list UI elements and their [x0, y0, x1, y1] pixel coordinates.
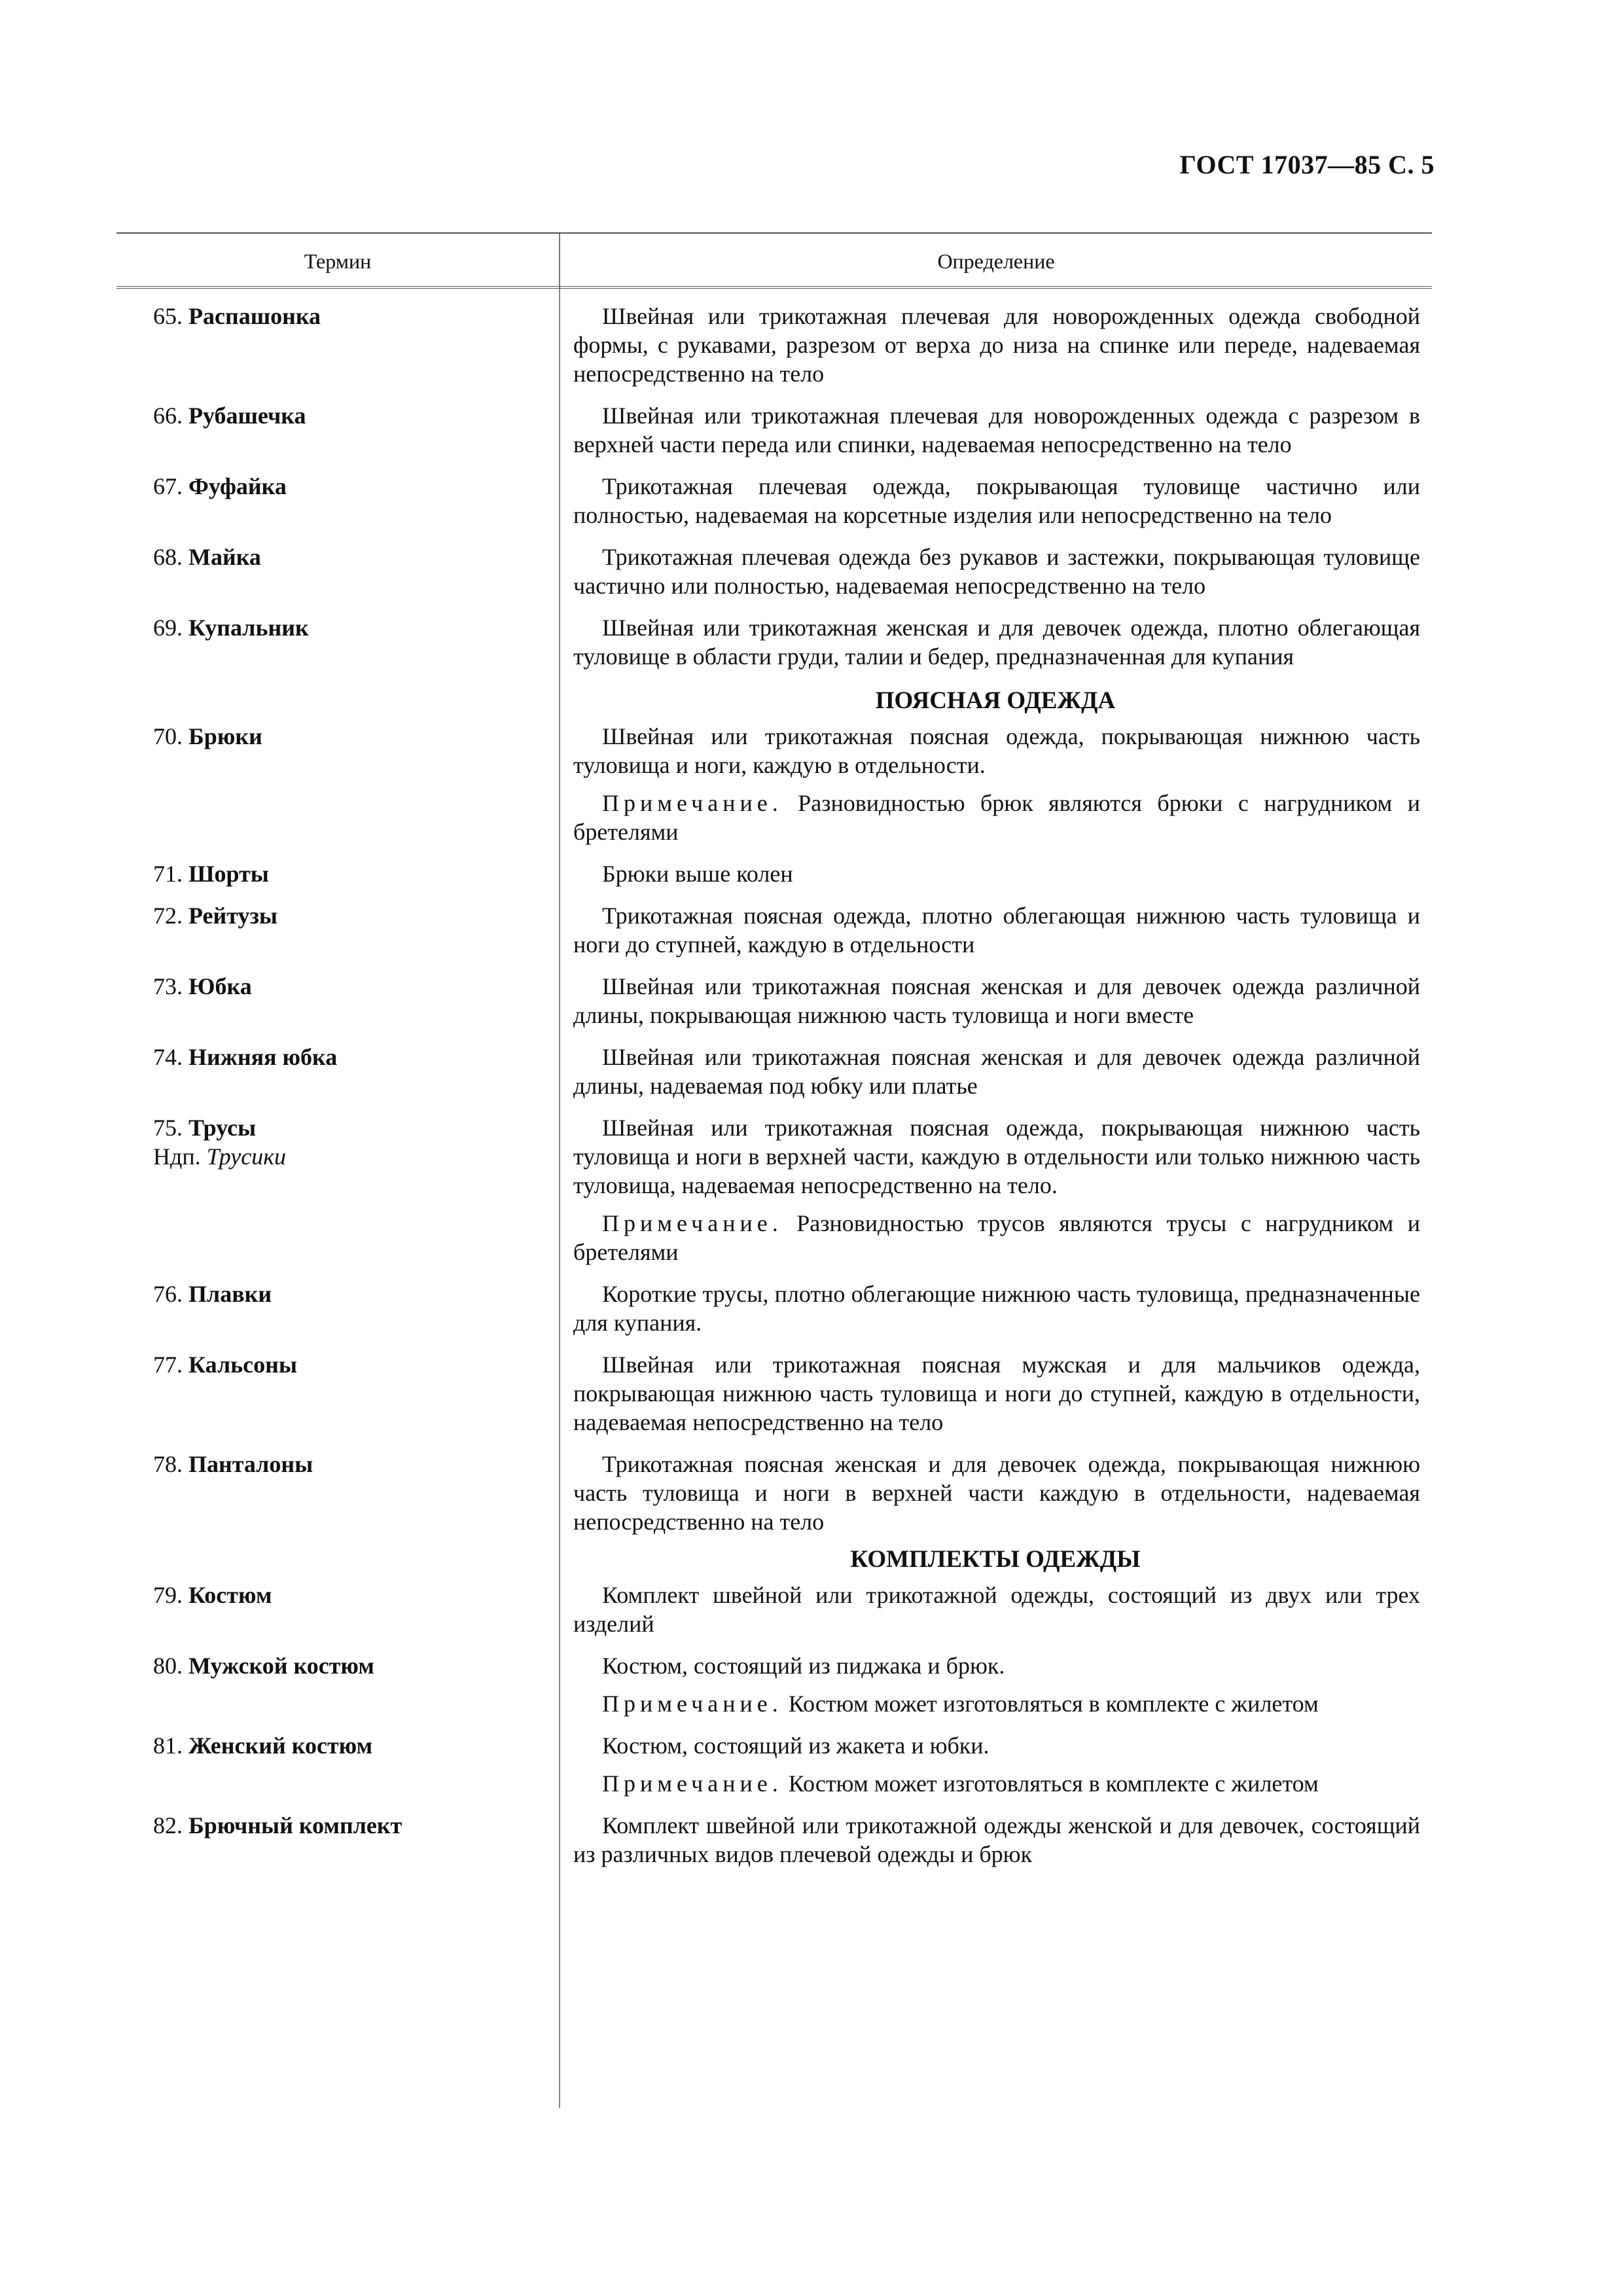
- term-cell: [116, 1811, 559, 1869]
- definition-cell: [559, 722, 1432, 846]
- term-name: Трусы: [188, 1115, 257, 1141]
- column-header-term: Термин: [304, 249, 372, 273]
- term-cell: [116, 613, 559, 671]
- table-body: [116, 289, 1432, 1869]
- table-row: [116, 472, 1432, 529]
- definition-cell: [559, 472, 1432, 529]
- definition-text: Короткие трусы, плотно облегающие нижнюю часть туловища, предназначенные для купания.: [573, 1281, 1420, 1336]
- definition-text: Швейная или трикотажная поясная одежда, покрывающая нижнюю часть туловища и ноги, каждую в отдельности.: [573, 723, 1420, 778]
- definition-cell: [559, 1350, 1432, 1437]
- term-name: Женский костюм: [188, 1732, 373, 1759]
- note-text: Примечание. Разновидностью трусов являются трусы с нагрудником и бретелями: [573, 1210, 1420, 1265]
- term-number: 73.: [153, 973, 188, 999]
- definition-cell: [559, 1811, 1432, 1869]
- term-cell: [116, 859, 559, 888]
- definition-text: Брюки выше колен: [602, 861, 793, 887]
- note-text: Примечание. Костюм может изготовляться в комплекте с жилетом: [602, 1770, 1319, 1797]
- term-cell: [116, 472, 559, 529]
- term-number: 81.: [153, 1732, 188, 1759]
- definition-text: Швейная или трикотажная плечевая для новорожденных одежда свободной формы, с рукавами, разрезом от верха до низа на спинке или переде, надеваемая непосредственно на тело: [573, 303, 1420, 387]
- definition-cell: [559, 401, 1432, 459]
- definition-cell: [559, 1651, 1432, 1718]
- note-label: Примечание.: [602, 1770, 783, 1797]
- note-label: Примечание.: [602, 1210, 783, 1236]
- column-header-definition: Определение: [559, 234, 1432, 289]
- terms-table: [116, 232, 1432, 1869]
- definition-cell: [559, 1731, 1432, 1798]
- term-name: Брючный комплект: [188, 1812, 402, 1839]
- term-cell: [116, 302, 559, 388]
- table-row: [116, 1043, 1432, 1100]
- term-name: Плавки: [188, 1281, 272, 1307]
- definition-text: Костюм, состоящий из пиджака и брюк.: [602, 1653, 1005, 1679]
- term-number: 69.: [153, 615, 188, 641]
- term-number: 82.: [153, 1812, 188, 1839]
- term-name: Майка: [188, 544, 261, 570]
- definition-cell: [559, 1113, 1432, 1266]
- table-row: [116, 543, 1432, 600]
- table-row: [116, 1731, 1432, 1798]
- definition-text: Комплект швейной или трикотажной одежды, состоящий из двух или трех изделий: [573, 1582, 1420, 1637]
- table-row: [116, 613, 1432, 671]
- definition-cell: [559, 1450, 1432, 1536]
- definition-cell: [559, 302, 1432, 388]
- term-name: Рейтузы: [188, 903, 278, 929]
- ndp-label: Ндп.: [153, 1143, 207, 1170]
- term-cell: [116, 1731, 559, 1798]
- definition-text: Швейная или трикотажная поясная женская и для девочек одежда различной длины, надеваемая под юбку или платье: [573, 1044, 1420, 1099]
- table-row: [116, 401, 1432, 459]
- term-cell: [116, 1581, 559, 1638]
- term-number: 79.: [153, 1582, 188, 1608]
- note-text: Примечание. Разновидностью брюк являются брюки с нагрудником и бретелями: [573, 790, 1420, 845]
- term-number: 78.: [153, 1451, 188, 1477]
- definition-text: Швейная или трикотажная женская и для девочек одежда, плотно облегающая туловище в области груди, талии и бедер, предназначенная для купания: [573, 615, 1420, 670]
- term-cell: [116, 1113, 559, 1266]
- note-label: Примечание.: [602, 1691, 783, 1717]
- table-row: [116, 1450, 1432, 1536]
- term-cell: [116, 722, 559, 846]
- note-text: Примечание. Костюм может изготовляться в комплекте с жилетом: [602, 1691, 1319, 1717]
- term-number: 76.: [153, 1281, 188, 1307]
- definition-text: Трикотажная плечевая одежда, покрывающая туловище частично или полностью, надеваемая на корсетные изделия или непосредственно на тело: [573, 473, 1420, 528]
- table-row: [116, 722, 1432, 846]
- term-name: Брюки: [188, 723, 262, 749]
- term-number: 70.: [153, 723, 188, 749]
- table-row: [116, 1581, 1432, 1638]
- definition-text: Швейная или трикотажная поясная одежда, покрывающая нижнюю часть туловища и ноги в верхней части, каждую в отдельности или только нижнюю часть туловища, надеваемая непосредственно на тело.: [573, 1115, 1420, 1198]
- table-row: [116, 859, 1432, 888]
- term-name: Распашонка: [188, 303, 321, 329]
- term-cell: [116, 1043, 559, 1100]
- term-name: Костюм: [188, 1582, 272, 1608]
- note-label: Примечание.: [602, 790, 783, 816]
- term-number: 77.: [153, 1352, 188, 1378]
- term-name: Мужской костюм: [188, 1653, 374, 1679]
- definition-cell: [559, 972, 1432, 1030]
- table-row: [116, 1811, 1432, 1869]
- definition-text: Трикотажная поясная одежда, плотно облегающая нижнюю часть туловища и ноги до ступней, каждую в отдельности: [573, 903, 1420, 958]
- term-name: Купальник: [188, 615, 309, 641]
- table-row: [116, 972, 1432, 1030]
- term-number: 75.: [153, 1115, 188, 1141]
- table-header: [116, 232, 1432, 289]
- ndp-term: Трусики: [206, 1143, 287, 1170]
- term-number: 80.: [153, 1653, 188, 1679]
- term-name: Шорты: [188, 861, 269, 887]
- term-number: 66.: [153, 403, 188, 429]
- term-number: 67.: [153, 473, 188, 499]
- section-heading-sets: [116, 1545, 1432, 1574]
- definition-text: Швейная или трикотажная поясная мужская и для мальчиков одежда, покрывающая нижнюю часть туловища и ноги до ступней, каждую в отдельности, надеваемая непосредственно на тело: [573, 1352, 1420, 1435]
- term-cell: [116, 543, 559, 600]
- section-heading-text: КОМПЛЕКТЫ ОДЕЖДЫ: [850, 1546, 1141, 1573]
- definition-cell: [559, 613, 1432, 671]
- term-name: Фуфайка: [188, 473, 287, 499]
- definition-text: Швейная или трикотажная плечевая для новорожденных одежда с разрезом в верхней части переда или спинки, надеваемая непосредственно на тело: [573, 403, 1420, 457]
- page-header: ГОСТ 17037—85 С. 5: [1179, 150, 1435, 179]
- definition-text: Трикотажная плечевая одежда без рукавов и застежки, покрывающая туловище частично или полностью, надеваемая непосредственно на тело: [573, 544, 1420, 599]
- definition-cell: [559, 543, 1432, 600]
- term-name: Кальсоны: [188, 1352, 298, 1378]
- section-heading-text: ПОЯСНАЯ ОДЕЖДА: [875, 687, 1116, 714]
- term-number: 68.: [153, 544, 188, 570]
- definition-cell: [559, 1043, 1432, 1100]
- table-row: [116, 302, 1432, 388]
- term-name: Рубашечка: [188, 403, 306, 429]
- table-row: [116, 1280, 1432, 1337]
- term-number: 65.: [153, 303, 188, 329]
- definition-cell: [559, 1280, 1432, 1337]
- definition-text: Швейная или трикотажная поясная женская и для девочек одежда различной длины, покрывающая нижнюю часть туловища и ноги вместе: [573, 973, 1420, 1028]
- term-cell: [116, 1350, 559, 1437]
- table-row: [116, 1651, 1432, 1718]
- definition-cell: [559, 1581, 1432, 1638]
- term-cell: [116, 401, 559, 459]
- term-name: Юбка: [188, 973, 252, 999]
- term-number: 72.: [153, 903, 188, 929]
- table-row: [116, 1350, 1432, 1437]
- term-cell: [116, 1450, 559, 1536]
- table-row: [116, 901, 1432, 959]
- term-name: Нижняя юбка: [188, 1044, 338, 1070]
- term-cell: [116, 1651, 559, 1718]
- definition-text: Комплект швейной или трикотажной одежды женской и для девочек, состоящий из различных видов плечевой одежды и брюк: [573, 1812, 1420, 1867]
- term-number: 74.: [153, 1044, 188, 1070]
- term-cell: [116, 1280, 559, 1337]
- section-heading-waist: [116, 687, 1432, 715]
- term-number: 71.: [153, 861, 188, 887]
- table-row: [116, 1113, 1432, 1266]
- term-name: Панталоны: [188, 1451, 313, 1477]
- term-cell: [116, 972, 559, 1030]
- definition-text: Трикотажная поясная женская и для девочек одежда, покрывающая нижнюю часть туловища и ноги в верхней части каждую в отдельности, надеваемая непосредственно на тело: [573, 1451, 1420, 1535]
- definition-cell: [559, 901, 1432, 959]
- definition-cell: [559, 859, 1432, 888]
- definition-text: Костюм, состоящий из жакета и юбки.: [602, 1732, 990, 1759]
- term-cell: [116, 901, 559, 959]
